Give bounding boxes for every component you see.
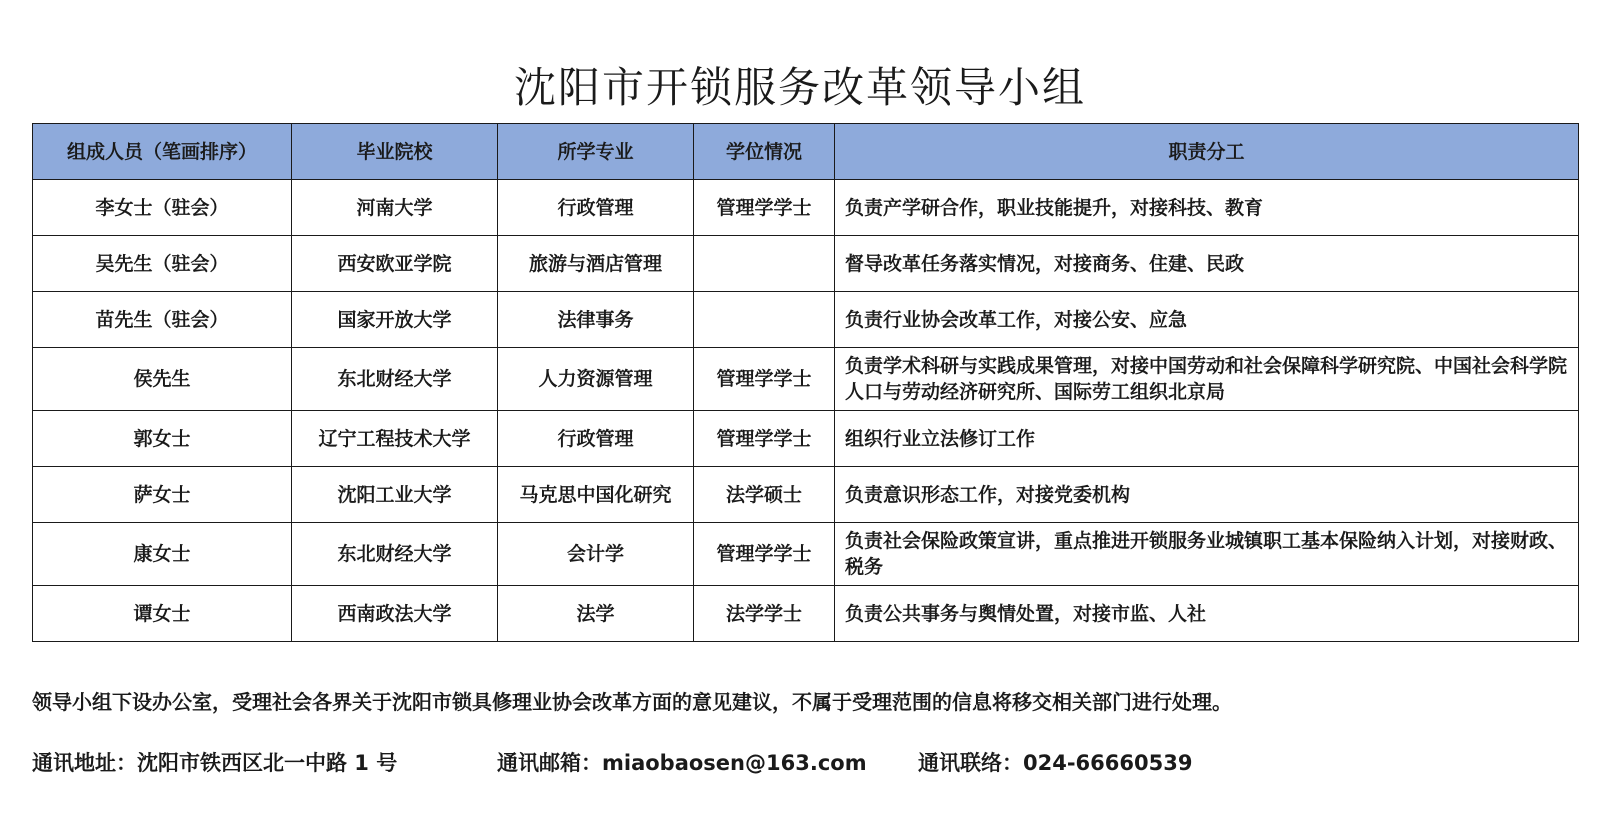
member-duty: 负责学术科研与实践成果管理，对接中国劳动和社会保障科学研究院、中国社会科学院人口与劳动经济研究所、国际劳工组织北京局 — [835, 348, 1579, 411]
leadership-table — [32, 123, 1579, 642]
member-school: 河南大学 — [292, 180, 498, 236]
member-name: 吴先生（驻会） — [33, 236, 292, 292]
table-row — [33, 236, 1579, 292]
member-duty: 负责社会保险政策宣讲，重点推进开锁服务业城镇职工基本保险纳入计划，对接财政、税务 — [835, 523, 1579, 586]
member-school: 辽宁工程技术大学 — [292, 411, 498, 467]
member-duty: 负责产学研合作，职业技能提升，对接科技、教育 — [835, 180, 1579, 236]
column-header-duty: 职责分工 — [835, 124, 1579, 180]
member-major: 马克思中国化研究 — [498, 467, 694, 523]
table-row — [33, 348, 1579, 411]
member-name: 郭女士 — [33, 411, 292, 467]
member-degree: 管理学学士 — [694, 348, 835, 411]
column-header-degree: 学位情况 — [694, 124, 835, 180]
member-degree: 法学学士 — [694, 586, 835, 642]
table-row — [33, 586, 1579, 642]
member-degree: 法学硕士 — [694, 467, 835, 523]
member-major: 会计学 — [498, 523, 694, 586]
member-duty: 负责公共事务与舆情处置，对接市监、人社 — [835, 586, 1579, 642]
member-school: 沈阳工业大学 — [292, 467, 498, 523]
member-school: 西南政法大学 — [292, 586, 498, 642]
member-name: 萨女士 — [33, 467, 292, 523]
contact-email: 通讯邮箱：miaobaosen@163.com — [497, 751, 867, 775]
member-school: 东北财经大学 — [292, 523, 498, 586]
member-name: 侯先生 — [33, 348, 292, 411]
member-major: 旅游与酒店管理 — [498, 236, 694, 292]
contact-phone: 通讯联络：024-66660539 — [918, 751, 1193, 775]
table-row — [33, 180, 1579, 236]
page-title: 沈阳市开锁服务改革领导小组 — [513, 63, 1086, 113]
member-duty: 组织行业立法修订工作 — [835, 411, 1579, 467]
member-name: 谭女士 — [33, 586, 292, 642]
table-row — [33, 292, 1579, 348]
member-duty: 督导改革任务落实情况，对接商务、住建、民政 — [835, 236, 1579, 292]
column-header-major: 所学专业 — [498, 124, 694, 180]
member-duty: 负责意识形态工作，对接党委机构 — [835, 467, 1579, 523]
member-school: 国家开放大学 — [292, 292, 498, 348]
office-note: 领导小组下设办公室，受理社会各界关于沈阳市锁具修理业协会改革方面的意见建议，不属于受理范围的信息将移交相关部门进行处理。 — [32, 690, 1232, 714]
member-degree — [694, 236, 835, 292]
member-major: 行政管理 — [498, 411, 694, 467]
table-row — [33, 411, 1579, 467]
member-major: 行政管理 — [498, 180, 694, 236]
member-name: 康女士 — [33, 523, 292, 586]
member-school: 西安欧亚学院 — [292, 236, 498, 292]
member-major: 法律事务 — [498, 292, 694, 348]
contact-address: 通讯地址：沈阳市铁西区北一中路 1 号 — [32, 751, 398, 775]
table-row — [33, 467, 1579, 523]
member-school: 东北财经大学 — [292, 348, 498, 411]
member-duty: 负责行业协会改革工作，对接公安、应急 — [835, 292, 1579, 348]
column-header-members: 组成人员（笔画排序） — [33, 124, 292, 180]
member-major: 法学 — [498, 586, 694, 642]
member-name: 李女士（驻会） — [33, 180, 292, 236]
member-degree: 管理学学士 — [694, 523, 835, 586]
table-header-row — [33, 124, 1579, 180]
member-major: 人力资源管理 — [498, 348, 694, 411]
member-degree: 管理学学士 — [694, 411, 835, 467]
member-degree — [694, 292, 835, 348]
table-row — [33, 523, 1579, 586]
column-header-school: 毕业院校 — [292, 124, 498, 180]
member-degree: 管理学学士 — [694, 180, 835, 236]
member-name: 苗先生（驻会） — [33, 292, 292, 348]
